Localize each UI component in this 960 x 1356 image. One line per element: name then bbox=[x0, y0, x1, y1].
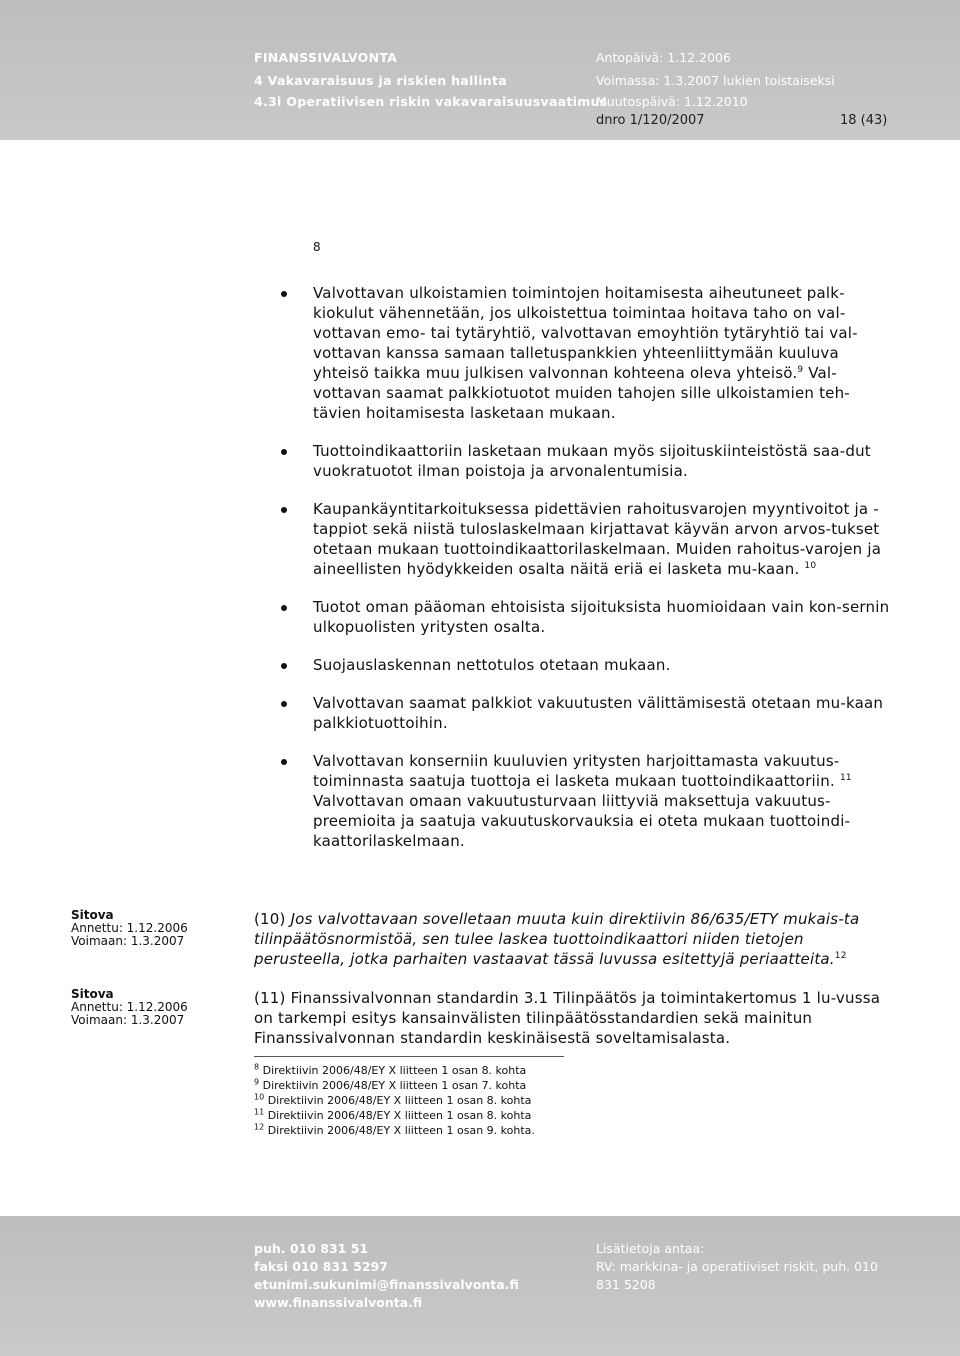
footnote-ref: 11 bbox=[839, 773, 852, 783]
fax: faksi 010 831 5297 bbox=[254, 1259, 388, 1274]
footnote: $^{10}$ Direktiivin 2006/48/EY X liitteen 1 osan 8. kohta bbox=[254, 1092, 532, 1107]
note-10 bbox=[254, 909, 894, 969]
list-item: Tuotot oman pääoman ehtoisista sijoituksista huomioidaan vain kon-sernin ulkopuolisten yritysten osalta. bbox=[270, 597, 890, 637]
note-11 bbox=[254, 988, 894, 1048]
bullet-icon bbox=[281, 701, 287, 707]
in-force: Voimassa: 1.3.2007 lukien toistaiseksi bbox=[596, 73, 835, 88]
footer-info bbox=[596, 1240, 896, 1294]
footnote-ref: 10 bbox=[804, 561, 817, 571]
list-item: Valvottavan saamat palkkiot vakuutusten välittämisestä otetaan mu-kaan palkkiotuottoihin. bbox=[270, 693, 890, 733]
page-header bbox=[0, 0, 960, 140]
org-name: FINANSSIVALVONTA bbox=[254, 50, 398, 65]
footnote-ref: 12 bbox=[834, 951, 847, 961]
list-item: Kaupankäyntitarkoituksessa pidettävien rahoitusvarojen myyntivoitot ja -tappiot sekä niistä tuloslaskelmaan kirjattavat käyvän arvon arvos-tukset otetaan mukaan tuottoindikaattorilaskelmaan. Muiden rahoitus-varojen ja aineellisten hyödykkeiden osalta näitä eriä ei lasketa mu-kaan. $^{10}$ bbox=[270, 499, 890, 579]
list-item: Suojauslaskennan nettotulos otetaan mukaan. bbox=[270, 655, 890, 675]
list-item: Valvottavan ulkoistamien toimintojen hoitamisesta aiheutuneet palk-kiokulut vähennetään, jos ulkoistettua toimintaa hoitava taho on val-vottavan emo- tai tytäryhtiö, valvottavan emoyhtiön tytäryhtiö tai val-vottavan kanssa samaan talletuspankkien yhteenliittymään kuuluva yhteisö taikka muu julkisen valvonnan kohteena oleva yhteisö.$^9$ Val-vottavan saamat palkkiotuotot muiden tahojen sille ulkoistamien teh-tävien hoitamisesta lasketaan mukaan. bbox=[270, 283, 890, 423]
footer-contacts bbox=[254, 1240, 519, 1312]
footnote: $^{11}$ Direktiivin 2006/48/EY X liitteen 1 osan 8. kohta bbox=[254, 1107, 532, 1122]
note-number: (11) bbox=[254, 989, 286, 1007]
subsection-title: 4.3i Operatiivisen riskin vakavaraisuusvaatimus bbox=[254, 94, 608, 109]
note-status-10: Sitova Annettu: 1.12.2006 Voimaan: 1.3.2007 bbox=[71, 908, 188, 948]
date-modified: Muutospäivä: 1.12.2010 bbox=[596, 94, 748, 109]
page-footer bbox=[0, 1216, 960, 1356]
bullet-icon bbox=[281, 663, 287, 669]
note-text: Jos valvottavaan sovelletaan muuta kuin direktiivin 86/635/ETY mukais-ta tilinpäätösnormistöä, sen tulee laskea tuottoindikaattori niiden tietojen perusteella, jotka parhaiten vastaavat tässä luvussa esitettyjä periaatteita. bbox=[254, 910, 860, 968]
footnote-ref: 9 bbox=[797, 365, 804, 375]
email-link[interactable]: etunimi.sukunimi@finanssivalvonta.fi bbox=[254, 1277, 519, 1292]
website-link[interactable]: www.finanssivalvonta.fi bbox=[254, 1295, 423, 1310]
footnote: $^8$ Direktiivin 2006/48/EY X liitteen 1 osan 8. kohta bbox=[254, 1062, 527, 1077]
bullet-list bbox=[270, 283, 890, 869]
bullet-icon bbox=[281, 759, 287, 765]
page-number: 18 (43) bbox=[840, 113, 888, 128]
contact-label: Lisätietoja antaa: bbox=[596, 1241, 705, 1256]
footnotes bbox=[254, 1063, 535, 1138]
footnote-marker: 8 bbox=[313, 240, 321, 254]
note-number: (10) bbox=[254, 910, 286, 928]
bullet-icon bbox=[281, 291, 287, 297]
date-issued: Antopäivä: 1.12.2006 bbox=[596, 50, 731, 65]
phone: puh. 010 831 51 bbox=[254, 1241, 369, 1256]
note-text: Finanssivalvonnan standardin 3.1 Tilinpäätös ja toimintakertomus 1 lu-vussa on tarkempi esitys kansainvälisten tilinpäätösstandardien sekä mainitun Finanssivalvonnan standardin keskinäisestä soveltamisalasta. bbox=[254, 989, 881, 1047]
bullet-icon bbox=[281, 449, 287, 455]
section-title: 4 Vakavaraisuus ja riskien hallinta bbox=[254, 73, 508, 88]
bullet-icon bbox=[281, 507, 287, 513]
list-item: Tuottoindikaattoriin lasketaan mukaan myös sijoituskiinteistöstä saa-dut vuokratuotot ilman poistoja ja arvonalentumisia. bbox=[270, 441, 890, 481]
footnote: $^9$ Direktiivin 2006/48/EY X liitteen 1 osan 7. kohta bbox=[254, 1077, 527, 1092]
note-status-11: Sitova Annettu: 1.12.2006 Voimaan: 1.3.2007 bbox=[71, 987, 188, 1027]
list-item: Valvottavan konserniin kuuluvien yritysten harjoittamasta vakuutus-toiminnasta saatuja tuottoja ei lasketa mukaan tuottoindikaattoriin. $^{11}$ Valvottavan omaan vakuutusturvaan liittyviä maksettuja vakuutus-preemioita ja saatuja vakuutuskorvauksia ei oteta mukaan tuottoindi-kaattorilaskelmaan. bbox=[270, 751, 890, 851]
contact-text: RV: markkina- ja operatiiviset riskit, puh. 010 831 5208 bbox=[596, 1259, 878, 1292]
footnote: $^{12}$ Direktiivin 2006/48/EY X liitteen 1 osan 9. kohta. bbox=[254, 1122, 535, 1137]
bullet-icon bbox=[281, 605, 287, 611]
footnote-divider bbox=[254, 1056, 564, 1057]
dnro: dnro 1/120/2007 bbox=[596, 113, 705, 128]
